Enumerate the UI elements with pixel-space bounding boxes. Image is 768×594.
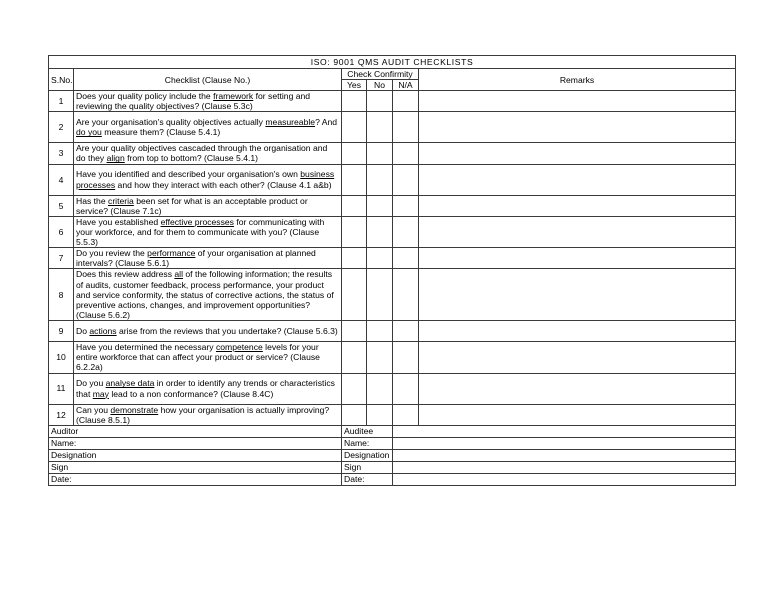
remarks-cell[interactable] [419, 342, 736, 373]
table-row [49, 269, 736, 321]
no-header: No [367, 80, 393, 91]
row-number: 11 [49, 373, 74, 404]
remarks-cell[interactable] [419, 164, 736, 195]
no-cell[interactable] [367, 342, 393, 373]
na-cell[interactable] [393, 404, 419, 425]
na-cell[interactable] [393, 112, 419, 143]
no-cell[interactable] [367, 112, 393, 143]
question-text: of your organisation at planned intervals? (Clause 5.6.1) [76, 248, 316, 269]
checklist-header: Checklist (Clause No.) [74, 69, 342, 91]
na-cell[interactable] [393, 321, 419, 342]
na-cell[interactable] [393, 164, 419, 195]
no-cell[interactable] [367, 373, 393, 404]
question-text: been set for what is an acceptable product or service? (Clause 7.1c) [76, 195, 308, 216]
auditee-field-label: Auditee [342, 425, 393, 437]
yes-cell[interactable] [342, 321, 367, 342]
na-cell[interactable] [393, 143, 419, 164]
auditee-field-label: Name: [342, 437, 393, 449]
no-cell[interactable] [367, 143, 393, 164]
remarks-cell[interactable] [419, 269, 736, 321]
auditee-field-label: Date: [342, 473, 393, 485]
underlined-term: do you [76, 127, 102, 138]
question-text: Can you [76, 404, 111, 415]
row-number: 4 [49, 164, 74, 195]
table-row [49, 373, 736, 404]
underlined-term: business processes [76, 169, 335, 190]
na-cell[interactable] [393, 91, 419, 112]
page-title: ISO: 9001 QMS AUDIT CHECKLISTS [49, 56, 736, 69]
question-text: from top to bottom? (Clause 5.4.1) [124, 153, 259, 164]
no-cell[interactable] [367, 269, 393, 321]
remarks-header: Remarks [419, 69, 736, 91]
question-text: Have you identified and described your organisation's own [76, 169, 301, 180]
underlined-term: performance [147, 248, 196, 259]
checklist-question [74, 143, 342, 164]
checklist-question [74, 404, 342, 425]
underlined-term: align [106, 153, 125, 164]
remarks-cell[interactable] [419, 373, 736, 404]
underlined-term: may [92, 388, 109, 399]
no-cell[interactable] [367, 404, 393, 425]
question-text: for communicating with your workforce, and for them to communicate with you? (Clause 5.5.3) [76, 216, 325, 247]
remarks-cell[interactable] [419, 404, 736, 425]
no-cell[interactable] [367, 321, 393, 342]
row-number: 6 [49, 216, 74, 247]
checklist-question [74, 112, 342, 143]
row-number: 9 [49, 321, 74, 342]
remarks-cell[interactable] [419, 195, 736, 216]
checklist-question [74, 269, 342, 321]
question-text: Have you determined the necessary [76, 342, 216, 353]
question-text: levels for your entire workforce that can affect your product or service? (Clause 6.2.2a) [76, 342, 320, 373]
checklist-question [74, 321, 342, 342]
underlined-term: all [174, 269, 184, 280]
na-cell[interactable] [393, 342, 419, 373]
na-cell[interactable] [393, 373, 419, 404]
yes-cell[interactable] [342, 112, 367, 143]
auditee-field-label: Sign [342, 461, 393, 473]
question-text: how your organisation is actually improving? (Clause 8.5.1) [76, 404, 330, 425]
question-text: Have you established [76, 216, 161, 227]
table-row [49, 91, 736, 112]
underlined-term: effective processes [160, 216, 234, 227]
remarks-cell[interactable] [419, 248, 736, 269]
underlined-term: competence [215, 342, 263, 353]
remarks-cell[interactable] [419, 216, 736, 247]
checklist-question [74, 195, 342, 216]
auditee-field-value[interactable] [393, 473, 736, 485]
auditor-field-label: Date: [49, 473, 342, 485]
question-text: and how they interact with each other? (Clause 4.1 a&b) [115, 179, 332, 190]
table-row [49, 143, 736, 164]
question-text: Are your organisation's quality objectives actually [76, 117, 266, 128]
yes-header: Yes [342, 80, 367, 91]
row-number: 5 [49, 195, 74, 216]
auditor-field-label: Designation [49, 449, 342, 461]
no-cell[interactable] [367, 216, 393, 247]
sno-header: S.No. [49, 69, 74, 91]
no-cell[interactable] [367, 91, 393, 112]
question-text: Do [76, 326, 90, 337]
yes-cell[interactable] [342, 143, 367, 164]
row-number: 2 [49, 112, 74, 143]
question-text: lead to a non conformance? (Clause 8.4C) [108, 388, 274, 399]
table-row [49, 342, 736, 373]
checklist-question [74, 164, 342, 195]
na-cell[interactable] [393, 216, 419, 247]
question-text: in order to identify any trends or characteristics that [76, 378, 335, 399]
remarks-cell[interactable] [419, 321, 736, 342]
na-cell[interactable] [393, 269, 419, 321]
signature-row [49, 473, 736, 485]
checklist-question [74, 216, 342, 247]
question-text: Are your quality objectives cascaded through the organisation and do they [76, 143, 328, 164]
table-row [49, 404, 736, 425]
question-text: Does this review address [76, 269, 175, 280]
na-cell[interactable] [393, 195, 419, 216]
question-text: Do you review the [76, 248, 148, 259]
checklist-question [74, 342, 342, 373]
question-text: arise from the reviews that you undertake? (Clause 5.6.3) [116, 326, 338, 337]
na-cell[interactable] [393, 248, 419, 269]
remarks-cell[interactable] [419, 112, 736, 143]
yes-cell[interactable] [342, 91, 367, 112]
signature-row [49, 425, 736, 437]
yes-cell[interactable] [342, 164, 367, 195]
row-number: 8 [49, 269, 74, 321]
question-text: Does your quality policy include the [76, 91, 214, 102]
question-text: Do you [76, 378, 106, 389]
table-row [49, 216, 736, 247]
signature-row [49, 449, 736, 461]
auditee-field-value[interactable] [393, 437, 736, 449]
no-cell[interactable] [367, 248, 393, 269]
question-text: measure them? (Clause 5.4.1) [101, 127, 221, 138]
underlined-term: analyse data [105, 378, 155, 389]
auditee-field-value[interactable] [393, 425, 736, 437]
signature-row [49, 437, 736, 449]
auditor-field-label: Auditor [49, 425, 342, 437]
table-row [49, 248, 736, 269]
row-number: 7 [49, 248, 74, 269]
audit-checklist-table [48, 55, 736, 486]
yes-cell[interactable] [342, 342, 367, 373]
question-text: for setting and reviewing the quality objectives? (Clause 5.3c) [76, 91, 311, 112]
checklist-question [74, 248, 342, 269]
auditor-field-label: Name: [49, 437, 342, 449]
row-number: 1 [49, 91, 74, 112]
yes-cell[interactable] [342, 216, 367, 247]
signature-row [49, 461, 736, 473]
remarks-cell[interactable] [419, 143, 736, 164]
underlined-term: measureable [265, 117, 316, 128]
yes-cell[interactable] [342, 269, 367, 321]
na-header: N/A [393, 80, 419, 91]
auditee-field-label: Designation [342, 449, 393, 461]
row-number: 10 [49, 342, 74, 373]
yes-cell[interactable] [342, 404, 367, 425]
remarks-cell[interactable] [419, 91, 736, 112]
table-row [49, 164, 736, 195]
yes-cell[interactable] [342, 248, 367, 269]
underlined-term: actions [89, 326, 117, 337]
underlined-term: criteria [108, 195, 134, 206]
yes-cell[interactable] [342, 373, 367, 404]
row-number: 12 [49, 404, 74, 425]
row-number: 3 [49, 143, 74, 164]
auditor-field-label: Sign [49, 461, 342, 473]
auditee-field-value[interactable] [393, 461, 736, 473]
underlined-term: framework [213, 91, 254, 102]
table-row [49, 321, 736, 342]
question-text: ? And [315, 117, 338, 128]
check-conformity-header: Check Confirmity [342, 69, 419, 80]
question-text: of the following information; the results of audits, customer feedback, process performance, your product and service conformity, the status of corrective actions, the status of preventive actions, changes, and improvement opportunities? (Clause 5.6.2) [76, 269, 334, 320]
checklist-question [74, 91, 342, 112]
checklist-question [74, 373, 342, 404]
auditee-field-value[interactable] [393, 449, 736, 461]
table-row [49, 112, 736, 143]
no-cell[interactable] [367, 164, 393, 195]
no-cell[interactable] [367, 195, 393, 216]
yes-cell[interactable] [342, 195, 367, 216]
question-text: Has the [76, 195, 109, 206]
table-row [49, 195, 736, 216]
underlined-term: demonstrate [110, 404, 159, 415]
